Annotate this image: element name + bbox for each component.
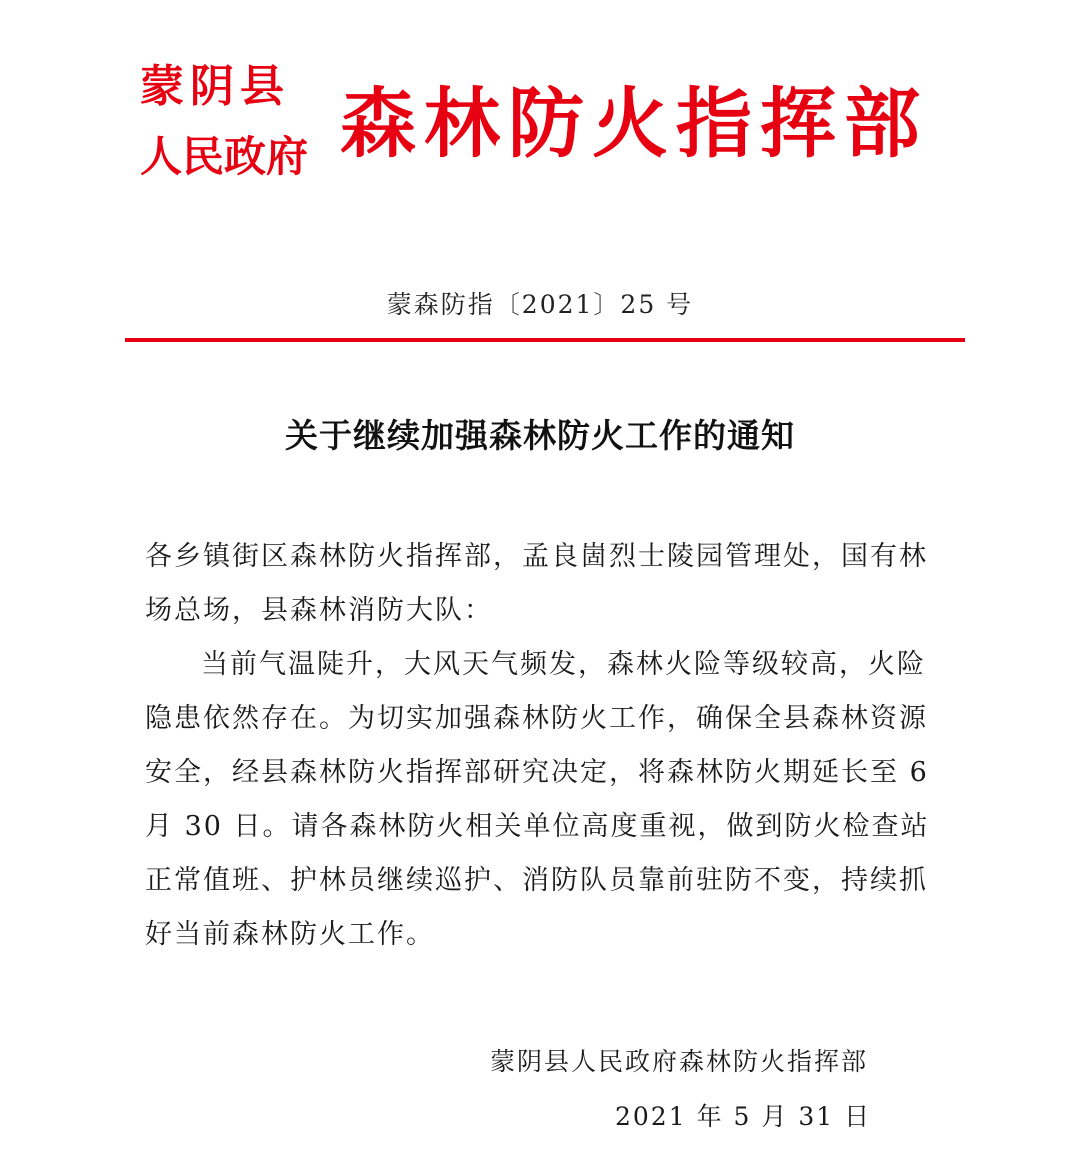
- issuer-headquarters: 森林防火指挥部: [340, 79, 928, 168]
- signature-date: 2021 年 5 月 31 日: [615, 1102, 872, 1131]
- document-body: [145, 530, 945, 962]
- document-number: 蒙森防指〔2021〕25 号: [386, 290, 694, 319]
- body-paragraph: 当前气温陡升，大风天气频发，森林火险等级较高，火险隐患依然存在。为切实加强森林防火工作，确保全县森林资源安全，经县森林防火指挥部研究决定，将森林防火期延长至 6 月 30 日。请各森林防火相关单位高度重视，做到防火检查站正常值班、护林员继续巡护、消防队员靠前驻防不变，持续抓好当前森林防火工作。: [145, 649, 930, 950]
- issuer-government-name: 人民政府: [140, 132, 309, 181]
- red-divider-line: [125, 338, 965, 342]
- issuer-government: [140, 56, 330, 188]
- document-header: [140, 48, 960, 218]
- recipients-line: 各乡镇街区森林防火指挥部，孟良崮烈士陵园管理处，国有林场总场，县森林消防大队：: [145, 541, 928, 626]
- signature-issuer: 蒙阴县人民政府森林防火指挥部: [490, 1047, 869, 1076]
- document-title: 关于继续加强森林防火工作的通知: [285, 416, 795, 455]
- issuer-county: 蒙阴县: [140, 61, 290, 112]
